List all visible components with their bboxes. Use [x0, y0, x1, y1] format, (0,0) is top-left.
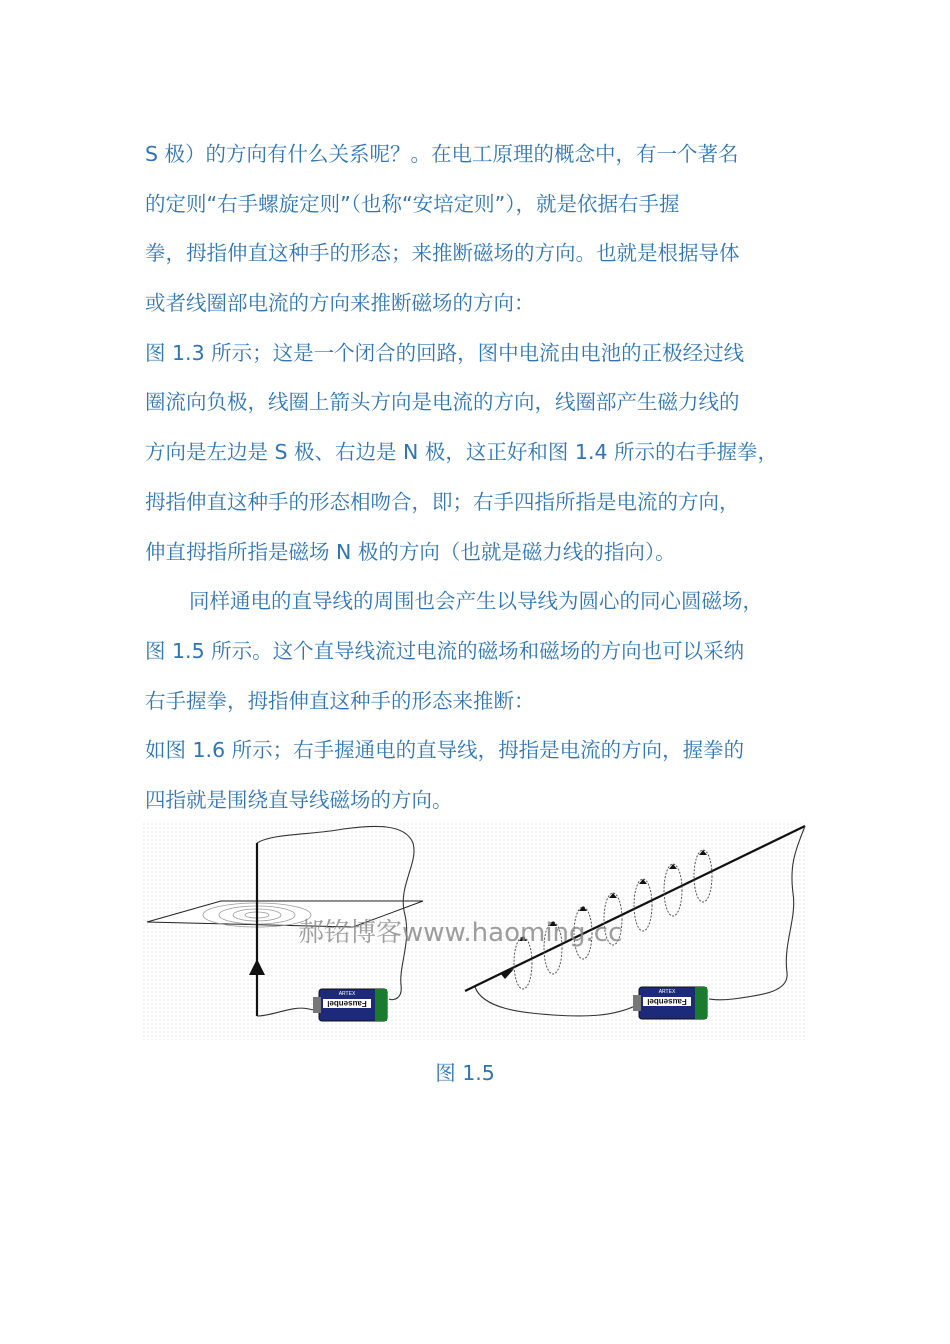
- text-line: 图 1.3 所示；这是一个闭合的回路，图中电流由电池的正极经过线: [145, 340, 745, 365]
- text-line: 伸直拇指所指是磁场 N 极的方向（也就是磁力线的指向）。: [145, 539, 676, 564]
- battery-sub-label: ARTEX: [338, 991, 356, 997]
- text-line: 的定则“右手螺旋定则”（也称“安培定则”），就是依据右手握: [145, 191, 680, 216]
- text-line: 右手握拳，拇指伸直这种手的形态来推断：: [145, 688, 535, 713]
- battery-sub-label: ARTEX: [658, 989, 676, 995]
- battery-brand-label: Fausenbel: [327, 999, 367, 1008]
- text-line: 拳，拇指伸直这种手的形态；来推断磁场的方向。也就是根据导体: [145, 241, 740, 266]
- text-line: 四指就是围绕直导线磁场的方向。: [145, 787, 453, 812]
- text-line: 或者线圈部电流的方向来推断磁场的方向：: [145, 291, 535, 316]
- battery-brand-label: Fausenbel: [647, 997, 687, 1006]
- battery-right: [633, 987, 707, 1019]
- watermark: 郝铭博客www.haoming.cc: [298, 918, 623, 948]
- text-line: S 极）的方向有什么关系呢？。在电工原理的概念中，有一个著名: [145, 142, 739, 166]
- text-line: 拇指伸直这种手的形态相吻合，即；右手四指所指是电流的方向，: [145, 489, 740, 514]
- text-line: 圈流向负极，线圈上箭头方向是电流的方向，线圈部产生磁力线的: [145, 390, 740, 415]
- text-line: 同样通电的直导线的周围也会产生以导线为圆心的同心圆磁场，: [189, 589, 763, 614]
- body-text: [145, 130, 825, 826]
- text-line: 如图 1.6 所示；右手握通电的直导线，拇指是电流的方向，握拳的: [145, 738, 745, 763]
- figure-caption: 图 1.5: [435, 1061, 495, 1085]
- text-line: 方向是左边是 S 极、右边是 N 极，这正好和图 1.4 所示的右手握拳，: [145, 440, 779, 465]
- text-line: 图 1.5 所示。这个直导线流过电流的磁场和磁场的方向也可以采纳: [145, 638, 745, 663]
- battery-left: [313, 989, 387, 1021]
